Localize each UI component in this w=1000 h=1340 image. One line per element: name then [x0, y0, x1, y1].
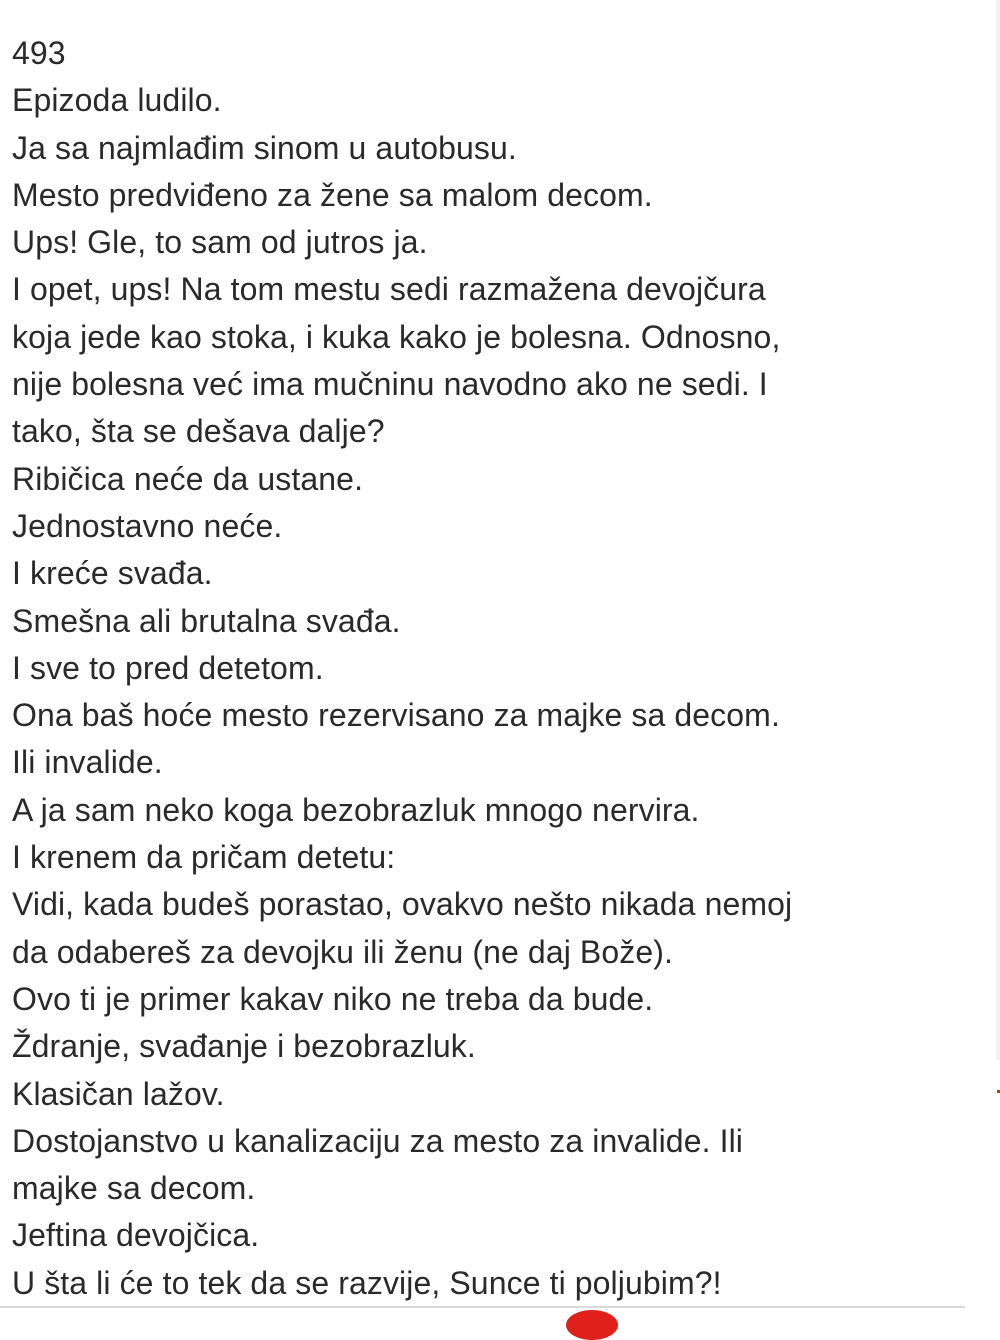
post-line: da odabereš za devojku ili ženu (ne daj Bože).: [12, 933, 674, 970]
post-line: I sve to pred detetom.: [12, 649, 324, 686]
post-line: Ja sa najmlađim sinom u autobusu.: [12, 129, 517, 166]
post-line: Ili invalide.: [12, 744, 163, 781]
post-line: Epizoda ludilo.: [12, 82, 222, 119]
post-line: majke sa decom.: [12, 1170, 256, 1207]
post-line: nije bolesna već ima mučninu navodno ako ne sedi. I: [12, 366, 768, 403]
post-line: I kreće svađa.: [12, 555, 213, 592]
post-line: I opet, ups! Na tom mestu sedi razmažena devojčura: [12, 271, 766, 308]
post-line: Jeftina devojčica.: [12, 1217, 260, 1254]
post-line: tako, šta se dešava dalje?: [12, 413, 385, 450]
post-line: A ja sam neko koga bezobrazluk mnogo nervira.: [12, 791, 700, 828]
post-line: Klasičan lažov.: [12, 1075, 225, 1112]
post-line: 493: [12, 35, 66, 71]
post-line: Vidi, kada budeš porastao, ovakvo nešto nikada nemoj: [12, 886, 793, 923]
post-line: Ribičica neće da ustane.: [12, 460, 364, 497]
red-reaction-icon: [566, 1310, 618, 1340]
post-text: [12, 30, 987, 1307]
post-line: Ždranje, svađanje i bezobrazluk.: [12, 1028, 476, 1065]
post-line: Ups! Gle, to sam od jutros ja.: [12, 224, 428, 261]
post-line: U šta li će to tek da se razvije, Sunce ti poljubim?!: [12, 1264, 722, 1301]
post-line: I krenem da pričam detetu:: [12, 839, 396, 876]
post-line: Smešna ali brutalna svađa.: [12, 602, 401, 639]
post-line: Ovo ti je primer kakav niko ne treba da bude.: [12, 980, 654, 1017]
screenshot-edge: [996, 0, 1000, 1060]
post-line: Jednostavno neće.: [12, 507, 283, 544]
post-line: Dostojanstvo u kanalizaciju za mesto za invalide. Ili: [12, 1122, 743, 1159]
post-line: Ona baš hoće mesto rezervisano za majke sa decom.: [12, 697, 780, 734]
divider: [0, 1306, 965, 1308]
post-line: koja jede kao stoka, i kuka kako je bolesna. Odnosno,: [12, 318, 781, 355]
post-line: Mesto predviđeno za žene sa malom decom.: [12, 176, 653, 213]
